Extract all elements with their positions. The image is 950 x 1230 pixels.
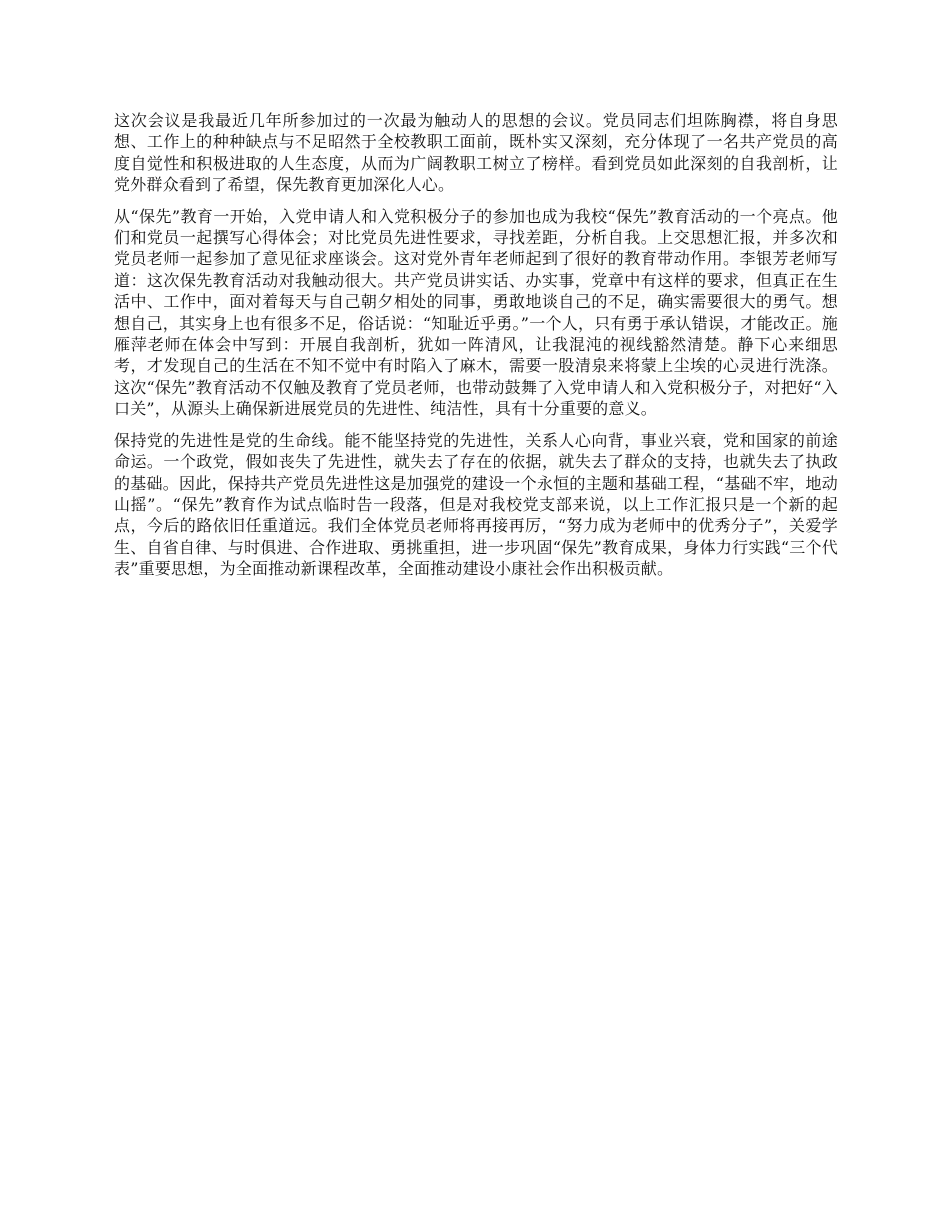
paragraph-2: 从“保先”教育一开始，入党申请人和入党积极分子的参加也成为我校“保先”教育活动的一个亮点。他们和党员一起撰写心得体会；对比党员先进性要求，寻找差距，分析自我。上交思想汇报，并多次和党员老师一起参加了意见征求座谈会。这对党外青年老师起到了很好的教育带动作用。李银芳老师写道：这次保先教育活动对我触动很大。共产党员讲实话、办实事，党章中有这样的要求，但真正在生活中、工作中，面对着每天与自己朝夕相处的同事，勇敢地谈自己的不足，确实需要很大的勇气。想想自己，其实身上也有很多不足，俗话说：“知耻近乎勇。”一个人，只有勇于承认错误，才能改正。施雁萍老师在体会中写到：开展自我剖析，犹如一阵清风，让我混沌的视线豁然清楚。静下心来细思考，才发现自己的生活在不知不觉中有时陷入了麻木，需要一股清泉来将蒙上尘埃的心灵进行洗涤。这次“保先”教育活动不仅触及教育了党员老师，也带动鼓舞了入党申请人和入党积极分子，对把好“入口关”，从源头上确保新进展党员的先进性、纯洁性，具有十分重要的意义。 bbox=[114, 206, 838, 419]
paragraph-3: 保持党的先进性是党的生命线。能不能坚持党的先进性，关系人心向背，事业兴衰，党和国家的前途命运。一个政党，假如丧失了先进性，就失去了存在的依据，就失去了群众的支持，也就失去了执政的基础。因此，保持共产党员先进性这是加强党的建设一个永恒的主题和基础工程，“基础不牢，地动山摇”。“保先”教育作为试点临时告一段落，但是对我校党支部来说，以上工作汇报只是一个新的起点，今后的路依旧任重道远。我们全体党员老师将再接再厉，“努力成为老师中的优秀分子”，关爱学生、自省自律、与时俱进、合作进取、勇挑重担，进一步巩固“保先”教育成果，身体力行实践“三个代表”重要思想，为全面推动新课程改革，全面推动建设小康社会作出积极贡献。 bbox=[114, 430, 838, 579]
paragraph-1: 这次会议是我最近几年所参加过的一次最为触动人的思想的会议。党员同志们坦陈胸襟，将自身思想、工作上的种种缺点与不足昭然于全校教职工面前，既朴实又深刻，充分体现了一名共产党员的高度自觉性和积极进取的人生态度，从而为广阔教职工树立了榜样。看到党员如此深刻的自我剖析，让党外群众看到了希望，保先教育更加深化人心。 bbox=[114, 111, 838, 195]
document-page bbox=[114, 110, 838, 590]
